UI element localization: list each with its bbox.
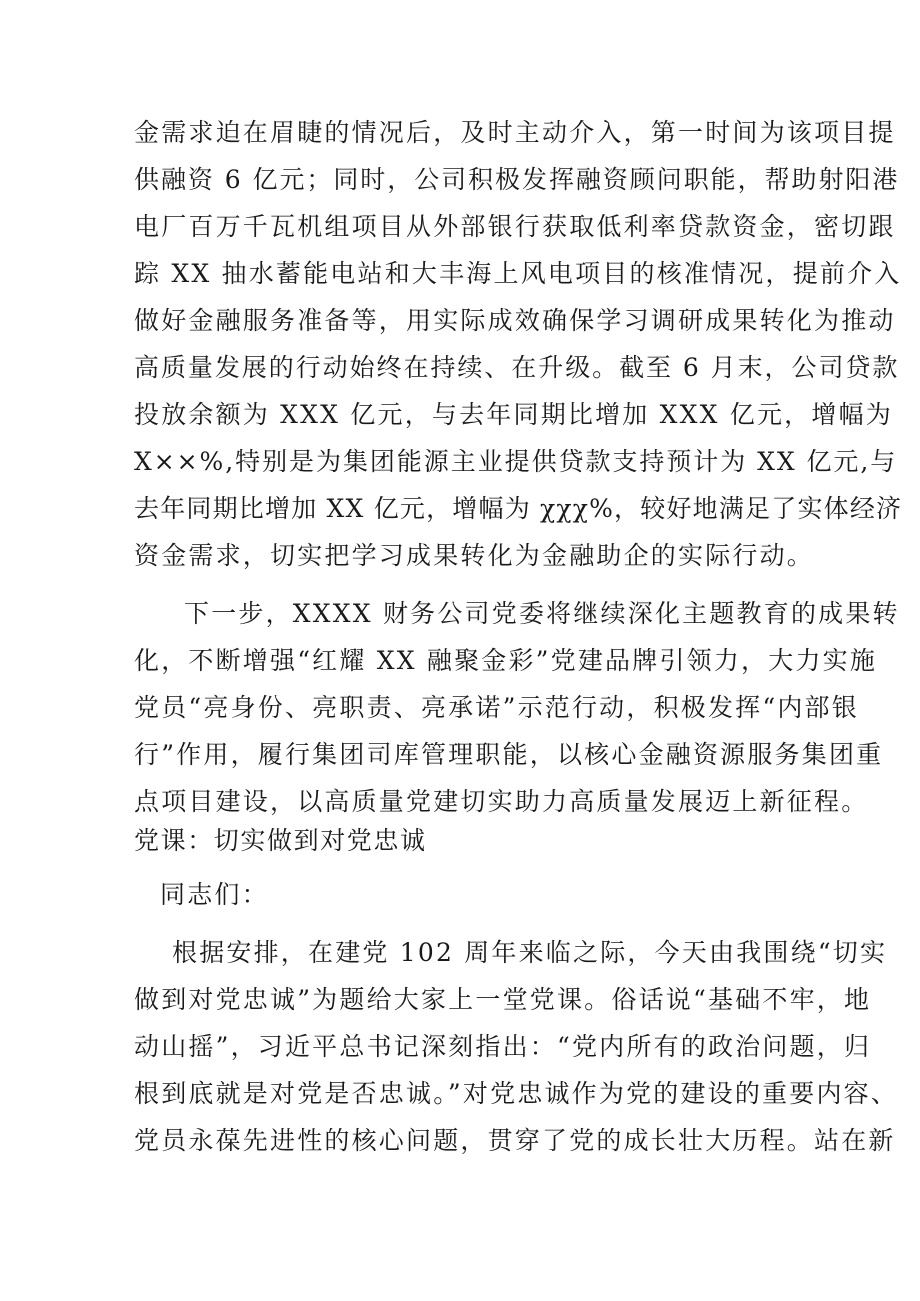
text-line: 电厂百万千瓦机组项目从外部银行获取低利率贷款资金，密切跟 bbox=[134, 212, 896, 241]
text-line: 行”作用，履行集团司库管理职能，以核心金融资源服务集团重 bbox=[134, 740, 884, 769]
greeting: 同志们： bbox=[160, 880, 269, 909]
text-line: 根据安排，在建党 102 周年来临之际，今天由我围绕“切实 bbox=[172, 938, 888, 967]
section-heading: 党课：切实做到对党忠诚 bbox=[134, 826, 427, 855]
text-line: 踪 XX 抽水蓄能电站和大丰海上风电项目的核准情况，提前介入 bbox=[134, 259, 902, 288]
text-line: 点项目建设，以高质量党建切实助力高质量发展迈上新征程。 bbox=[134, 787, 869, 816]
text-line: 党员“亮身份、亮职责、亮承诺”示范行动，积极发挥“内部银 bbox=[134, 693, 859, 722]
text-line: X××%,特别是为集团能源主业提供贷款支持预计为 XX 亿元,与 bbox=[134, 447, 898, 476]
text-line: 投放余额为 XXX 亿元，与去年同期比增加 XXX 亿元，增幅为 bbox=[134, 400, 893, 429]
text-line: 做到对党忠诚”为题给大家上一堂党课。俗话说“基础不牢，地 bbox=[134, 985, 872, 1014]
text-line: 去年同期比增加 XX 亿元，增幅为 χχχ%，较好地满足了实体经济 bbox=[134, 494, 903, 523]
text-line: 资金需求，切实把学习成果转化为金融助企的实际行动。 bbox=[134, 541, 815, 570]
text-line: 做好金融服务准备等，用实际成效确保学习调研成果转化为推动 bbox=[134, 306, 896, 335]
text-line: 党员永葆先进性的核心问题，贯穿了党的成长壮大历程。站在新 bbox=[134, 1126, 896, 1155]
text-line: 根到底就是对党是否忠诚。”对党忠诚作为党的建设的重要内容、 bbox=[134, 1079, 899, 1108]
text-line: 金需求迫在眉睫的情况后，及时主动介入，第一时间为该项目提 bbox=[134, 118, 896, 147]
text-line: 化，不断增强“红耀 XX 融聚金彩”党建品牌引领力，大力实施 bbox=[134, 646, 878, 675]
text-line: 供融资 6 亿元；同时，公司积极发挥融资顾问职能，帮助射阳港 bbox=[134, 165, 900, 194]
text-line: 高质量发展的行动始终在持续、在升级。截至 6 月末，公司贷款 bbox=[134, 353, 900, 382]
text-line: 动山摇”，习近平总书记深刻指出：“党内所有的政治问题，归 bbox=[134, 1032, 872, 1061]
text-line: 下一步，XXXX 财务公司党委将继续深化主题教育的成果转 bbox=[184, 599, 900, 628]
